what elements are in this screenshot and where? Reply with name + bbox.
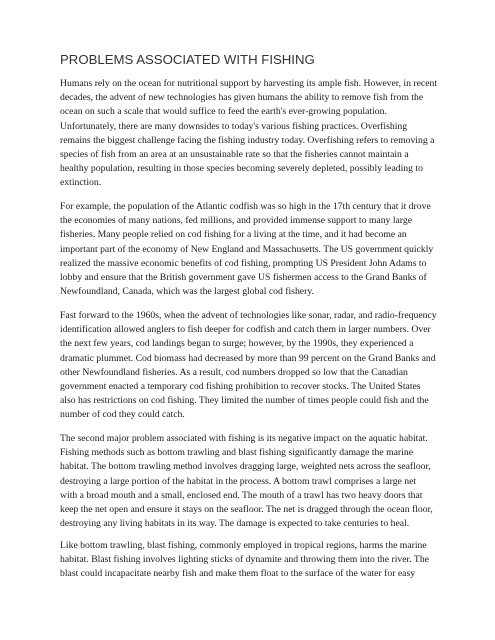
- paragraph-atlantic-cod-history: For example, the population of the Atlantic codfish was so high in the 17th century that it drove the economies of many nations, fed millions, and provided immense support to many large fisheries. Many people relied on cod fishing for a living at the time, and it had become an important part of the economy of New England and Massachusetts. The US government quickly realized the massive economic benefits of cod fishing, prompting US President John Adams to lobby and ensure that the British government gave US fishermen access to the Grand Banks of Newfoundland, Canada, which was the largest global cod fishery.: [60, 201, 434, 298]
- document-title: PROBLEMS ASSOCIATED WITH FISHING: [60, 52, 315, 67]
- paragraph-overfishing-intro: Humans rely on the ocean for nutritional support by harvesting its ample fish. However, in recent decades, the advent of new technologies has given humans the ability to remove fish from the ocean on such a scale that would suffice to feed the earth's ever-growing population. Unfortunately, there are many downsides to today's various fishing practices. Overfishing remains the biggest challenge facing the fishing industry today. Overfishing refers to removing a species of fish from an area at an unsustainable rate so that the fisheries cannot maintain a healthy population, resulting in those species becoming severely depleted, possibly leading to extinction.: [60, 78, 438, 189]
- paragraph-habitat-damage: The second major problem associated with fishing is its negative impact on the aquatic habitat. Fishing methods such as bottom trawling and blast fishing significantly damage the marine habitat. The bottom trawling method involves dragging large, weighted nets across the seafloor, destroying a large portion of the habitat in the process. A bottom trawl comprises a large net with a broad mouth and a small, enclosed end. The mouth of a trawl has two heavy doors that keep the net open and ensure it stays on the seafloor. The net is dragged through the ocean floor, destroying any living habitats in its way. The damage is expected to take centuries to heal.: [60, 433, 433, 530]
- paragraph-cod-collapse: Fast forward to the 1960s, when the advent of technologies like sonar, radar, and radio-frequency identification allowed anglers to fish deeper for codfish and catch them in larger numbers. Over the next few years, cod landings began to surge; however, by the 1990s, they experienced a dramatic plummet. Cod biomass had decreased by more than 99 percent on the Grand Banks and other Newfoundland fisheries. As a result, cod numbers dropped so low that the Canadian government enacted a temporary cod fishing prohibition to recover stocks. The United States also has restrictions on cod fishing. They limited the number of times people could fish and the number of cod they could catch.: [60, 310, 437, 421]
- paragraph-blast-fishing: Like bottom trawling, blast fishing, commonly employed in tropical regions, harms the marine habitat. Blast fishing involves lighting sticks of dynamite and throwing them into the river. The blast could incapacitate nearby fish and make them float to the surface of the water for easy: [60, 540, 429, 580]
